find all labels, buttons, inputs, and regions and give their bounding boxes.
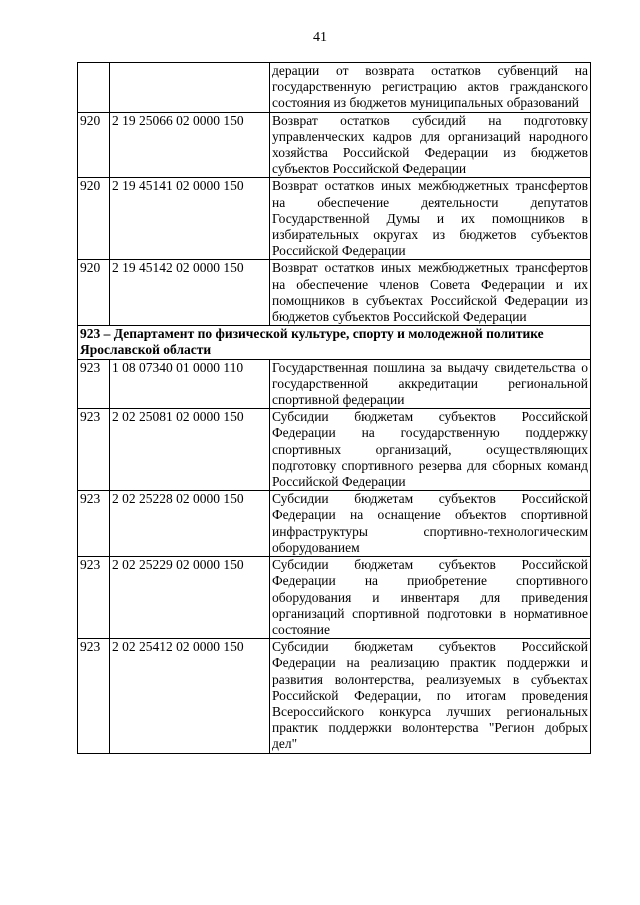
- budget-code-cell: 2 19 45142 02 0000 150: [110, 260, 270, 326]
- budget-code-cell: [110, 63, 270, 113]
- page-number: 41: [313, 30, 327, 45]
- description-cell: Субсидии бюджетам субъектов Российской Федерации на государственную поддержку спортивных организаций, осуществляющих подготовку спортивного резерва для сборных команд Российской Федерации: [270, 409, 591, 491]
- budget-code-cell: 2 02 25412 02 0000 150: [110, 639, 270, 753]
- budget-code-cell: 2 02 25229 02 0000 150: [110, 557, 270, 639]
- budget-classification-table: [77, 62, 591, 754]
- description-cell: Субсидии бюджетам субъектов Российской Федерации на оснащение объектов спортивной инфраструктуры спортивно-технологическим оборудованием: [270, 491, 591, 557]
- budget-code-cell: 1 08 07340 01 0000 110: [110, 359, 270, 409]
- table-row: [78, 409, 591, 491]
- budget-code-cell: 2 19 45141 02 0000 150: [110, 178, 270, 260]
- description-cell: Государственная пошлина за выдачу свидетельства о государственной аккредитации региональной спортивной федерации: [270, 359, 591, 409]
- admin-code-cell: 920: [78, 260, 110, 326]
- description-cell: Субсидии бюджетам субъектов Российской Федерации на приобретение спортивного оборудования и инвентаря для приведения организаций спортивной подготовки в нормативное состояние: [270, 557, 591, 639]
- description-cell: Возврат остатков иных межбюджетных трансфертов на обеспечение членов Совета Федерации и их помощников в субъектах Российской Федерации из бюджетов субъектов Российской Федерации: [270, 260, 591, 326]
- description-cell: Возврат остатков субсидий на подготовку управленческих кадров для организаций народного хозяйства Российской Федерации из бюджетов субъектов Российской Федерации: [270, 112, 591, 178]
- description-cell: Субсидии бюджетам субъектов Российской Федерации на реализацию практик поддержки и развития волонтерства, реализуемых в субъектах Российской Федерации, по итогам проведения Всероссийского конкурса лучших региональных практик поддержки волонтерства "Регион добрых дел": [270, 639, 591, 753]
- table-row: [78, 359, 591, 409]
- table-row: [78, 112, 591, 178]
- admin-code-cell: 920: [78, 178, 110, 260]
- table-row: [78, 260, 591, 326]
- section-header-row: [78, 326, 591, 359]
- table-row: [78, 557, 591, 639]
- budget-code-cell: 2 02 25228 02 0000 150: [110, 491, 270, 557]
- table-row: [78, 639, 591, 753]
- admin-code-cell: 923: [78, 557, 110, 639]
- description-cell: Возврат остатков иных межбюджетных трансфертов на обеспечение деятельности депутатов Государственной Думы и их помощников в избирательных округах из бюджетов субъектов Российской Федерации: [270, 178, 591, 260]
- admin-code-cell: 923: [78, 491, 110, 557]
- budget-code-cell: 2 19 25066 02 0000 150: [110, 112, 270, 178]
- budget-code-cell: 2 02 25081 02 0000 150: [110, 409, 270, 491]
- admin-code-cell: 923: [78, 359, 110, 409]
- admin-code-cell: 923: [78, 639, 110, 753]
- admin-code-cell: 923: [78, 409, 110, 491]
- table-row: [78, 491, 591, 557]
- table-row: [78, 178, 591, 260]
- section-header: 923 – Департамент по физической культуре, спорту и молодежной политике Ярославской области: [78, 326, 591, 359]
- description-cell: дерации от возврата остатков субвенций на государственную регистрацию актов гражданского состояния из бюджетов муниципальных образований: [270, 63, 591, 113]
- table-row: [78, 63, 591, 113]
- admin-code-cell: 920: [78, 112, 110, 178]
- admin-code-cell: [78, 63, 110, 113]
